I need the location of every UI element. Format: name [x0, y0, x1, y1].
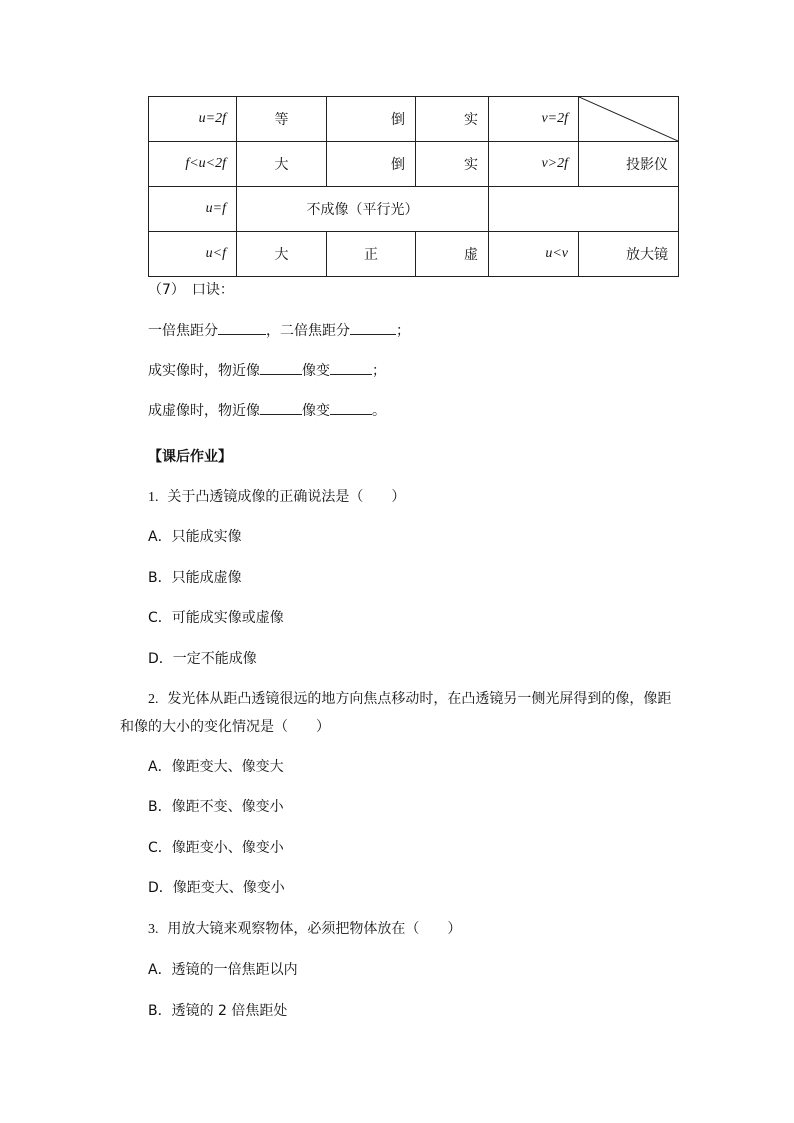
fill-blank	[260, 402, 302, 415]
lens-imaging-table	[148, 96, 679, 277]
option-a: A．只能成实像	[148, 529, 242, 545]
text: 成虚像时，物近像	[148, 403, 260, 419]
table-cell: 大	[237, 232, 327, 277]
table-cell: 等	[237, 97, 327, 142]
table-cell: u<f	[149, 232, 237, 277]
question-3	[148, 918, 461, 938]
table-cell: 倒	[327, 97, 416, 142]
question-number: 3.	[148, 922, 159, 937]
table-cell: 实	[416, 142, 489, 187]
fill-blank	[218, 322, 266, 335]
fill-blank	[350, 322, 396, 335]
table-cell: u=2f	[149, 97, 237, 142]
text: 一倍焦距分	[148, 323, 218, 339]
table-cell: 放大镜	[579, 232, 679, 277]
table-cell: u<v	[489, 232, 579, 277]
table-cell-merged: 不成像（平行光）	[237, 187, 489, 232]
mnemonic-line-1	[148, 320, 410, 340]
option-a: A．透镜的一倍焦距以内	[148, 962, 298, 978]
mnemonic-heading: （7） 口诀：	[148, 282, 234, 298]
fill-blank	[330, 402, 372, 415]
question-text: 关于凸透镜成像的正确说法是（ ）	[167, 489, 406, 505]
option-b: B．像距不变、像变小	[148, 799, 284, 815]
option-a: A．像距变大、像变大	[148, 759, 284, 775]
mnemonic-line-3	[148, 400, 386, 420]
option-c: C．像距变小、像变小	[148, 840, 284, 856]
table-cell: 大	[237, 142, 327, 187]
table-row	[149, 142, 679, 187]
question-number: 2.	[148, 692, 159, 707]
text: ；	[396, 323, 410, 339]
fill-blank	[260, 362, 302, 375]
question-1	[148, 486, 405, 506]
question-text: 发光体从距凸透镜很远的地方向焦点移动时，在凸透镜另一侧光屏得到的像，像距	[167, 691, 672, 707]
table-cell: 实	[416, 97, 489, 142]
diagonal-cell	[579, 97, 679, 142]
text: 像变	[302, 403, 330, 419]
option-d: D．一定不能成像	[148, 651, 257, 667]
table-cell: 正	[327, 232, 416, 277]
text: 像变	[302, 363, 330, 379]
question-2	[148, 688, 671, 708]
table-row	[149, 97, 679, 142]
table-cell: 投影仪	[579, 142, 679, 187]
text: ，二倍焦距分	[266, 323, 350, 339]
question-text: 用放大镜来观察物体，必须把物体放在（ ）	[167, 921, 462, 937]
diagonal-line	[579, 97, 678, 141]
text: 。	[372, 403, 386, 419]
option-b: B．只能成虚像	[148, 570, 242, 586]
table-cell: u=f	[149, 187, 237, 232]
homework-title: 【课后作业】	[148, 449, 232, 465]
fill-blank	[330, 362, 372, 375]
table-row	[149, 187, 679, 232]
table-cell: 虚	[416, 232, 489, 277]
option-b: B．透镜的 2 倍焦距处	[148, 1003, 288, 1019]
table-cell: v=2f	[489, 97, 579, 142]
text: ；	[372, 363, 386, 379]
table-cell: f<u<2f	[149, 142, 237, 187]
option-d: D．像距变大、像变小	[148, 880, 285, 896]
table-cell-empty	[489, 187, 679, 232]
table-cell: v>2f	[489, 142, 579, 187]
table-row	[149, 232, 679, 277]
question-2-continuation: 和像的大小的变化情况是（ ）	[120, 719, 330, 735]
text: 成实像时，物近像	[148, 363, 260, 379]
mnemonic-line-2	[148, 360, 386, 380]
option-c: C．可能成实像或虚像	[148, 610, 284, 626]
question-number: 1.	[148, 490, 159, 505]
table-cell: 倒	[327, 142, 416, 187]
